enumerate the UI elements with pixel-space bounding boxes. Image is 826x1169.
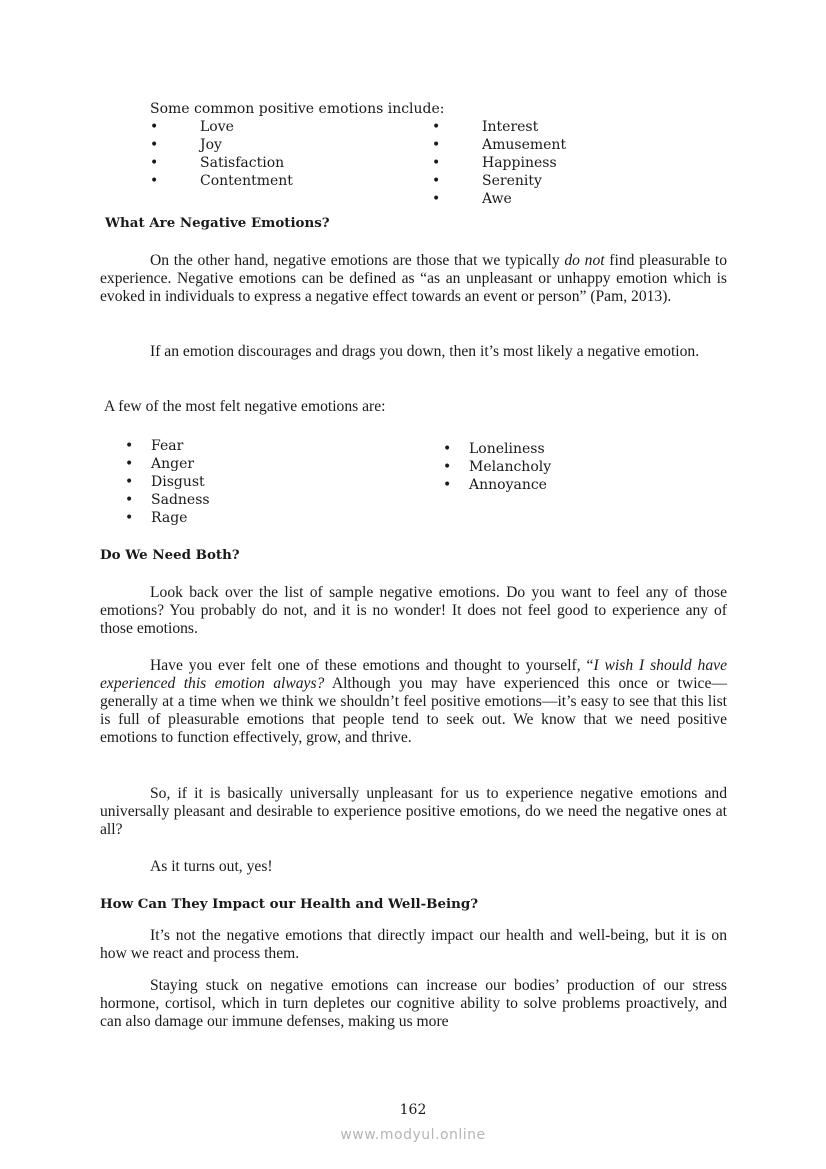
bullet-icon: •: [443, 477, 452, 493]
bullet-icon: •: [432, 191, 441, 207]
bullet-icon: •: [150, 137, 159, 153]
bullet-icon: •: [150, 173, 159, 189]
paragraph-have-you-ever: Have you ever felt one of these emotions and thought to yourself, “I wish I should have experienced this emotion always? Although you may have experienced this once or twice—generally at a time when we think we shouldn’t feel positive emotions—it’s easy to see that this list is full of pleasurable emotions that people tend to seek out. We know that we need positive emotions to function effectively, grow, and thrive.: [100, 657, 727, 747]
bullet-icon: •: [432, 137, 441, 153]
paragraph-discourages: If an emotion discourages and drags you down, then it’s most likely a negative emotion.: [150, 343, 700, 360]
page-number: 162: [399, 1102, 427, 1118]
bullet-icon: •: [150, 155, 159, 171]
bullet-icon: •: [443, 441, 452, 457]
bullet-icon: •: [125, 474, 134, 490]
paragraph-staying-stuck: Staying stuck on negative emotions can increase our bodies’ production of our stress hormone, cortisol, which in turn depletes our cognitive ability to solve problems proactively, and can also damage our immune defenses, making us more: [100, 977, 727, 1031]
bullet-icon: •: [432, 119, 441, 135]
bullet-icon: •: [432, 155, 441, 171]
bullet-icon: •: [125, 492, 134, 508]
paragraph-as-it-turns-out: As it turns out, yes!: [150, 858, 273, 875]
section-heading-need-both: Do We Need Both?: [100, 547, 240, 563]
paragraph-so-if: So, if it is basically universally unpleasant for us to experience negative emotions and universally pleasant and desirable to experience positive emotions, do we need the negative ones at all?: [100, 785, 727, 839]
bullet-icon: •: [432, 173, 441, 189]
bullet-icon: •: [125, 438, 134, 454]
paragraph-look-back: Look back over the list of sample negative emotions. Do you want to feel any of those emotions? You probably do not, and it is no wonder! It does not feel good to experience any of those emotions.: [100, 584, 727, 638]
bullet-icon: •: [443, 459, 452, 475]
bullet-icon: •: [150, 119, 159, 135]
paragraph-negative-definition: On the other hand, negative emotions are those that we typically do not find pleasurable to experience. Negative emotions can be defined as “as an unpleasant or unhappy emotion which is evoked in individuals to express a negative effect towards an event or person” (Pam, 2013).: [100, 252, 727, 306]
watermark: www.modyul.online: [340, 1127, 486, 1143]
section-heading-health-impact: How Can They Impact our Health and Well-Being?: [100, 896, 479, 912]
bullet-icon: •: [125, 510, 134, 526]
bullet-icon: •: [125, 456, 134, 472]
positive-emotions-intro: Some common positive emotions include:: [150, 101, 445, 117]
negative-list-intro: A few of the most felt negative emotions are:: [104, 398, 386, 415]
section-heading-negative-emotions: What Are Negative Emotions?: [105, 215, 330, 231]
paragraph-not-negative: It’s not the negative emotions that directly impact our health and well-being, but it is on how we react and process them.: [100, 927, 727, 963]
